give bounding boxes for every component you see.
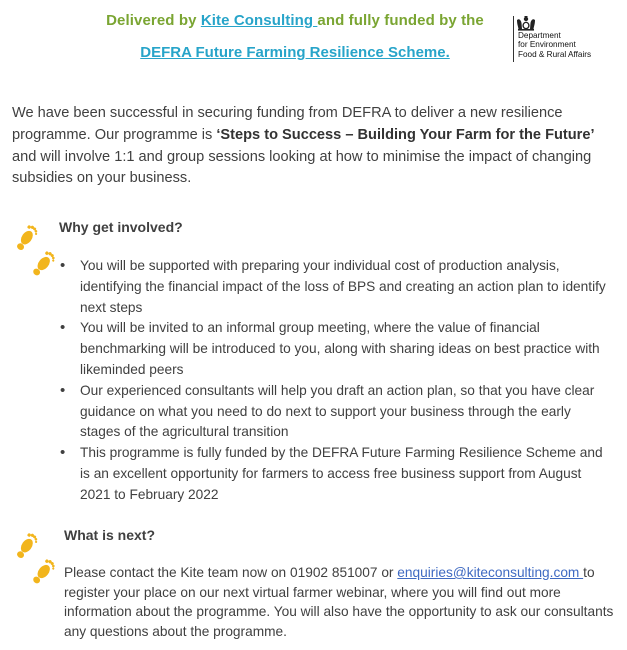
logo-line1: Department	[518, 31, 561, 40]
defra-logo	[513, 16, 613, 64]
header-delivered-by	[0, 12, 590, 29]
footprints-icon	[14, 222, 60, 282]
intro-part2: and will involve 1:1 and group sessions looking at how to minimise the impact of changing subsidies on your business.	[12, 148, 592, 187]
intro-part1: We have been successful in securing funding from DEFRA to deliver a new resilience programme. Our programme is	[12, 105, 563, 143]
email-link[interactable]: enquiries@kiteconsulting.com	[397, 565, 584, 580]
next-text2: to register your place on our next virtual farmer webinar, where you will find out more information about the programme. You will also have the opportunity to ask our consultants any questions about the programme.	[64, 565, 614, 639]
kite-consulting-link[interactable]: Kite Consulting	[200, 12, 318, 29]
intro-paragraph	[12, 103, 612, 190]
next-paragraph	[64, 563, 616, 641]
header-scheme	[0, 44, 590, 61]
why-bullet-list	[60, 256, 612, 506]
header-prefix: Delivered by	[106, 12, 201, 29]
royal-crest-icon	[515, 16, 537, 31]
logo-text	[518, 31, 591, 59]
defra-scheme-link[interactable]: DEFRA Future Farming Resilience Scheme.	[140, 44, 450, 61]
why-title: Why get involved?	[59, 219, 183, 235]
next-text1: Please contact the Kite team now on 01902 851007 or	[64, 565, 398, 580]
logo-rule	[513, 16, 514, 62]
list-item: • You will be supported with preparing your individual cost of production analysis, identifying the financial impact of the loss of BPS and creating an action plan to identify next steps	[60, 256, 612, 318]
programme-name: ‘Steps to Success – Building Your Farm for the Future’	[216, 126, 595, 143]
footprints-icon	[14, 530, 60, 590]
list-item: • You will be invited to an informal group meeting, where the value of financial benchmarking will be introduced to you, along with sharing ideas on best practice with likeminded peers	[60, 318, 612, 380]
logo-line3: Food & Rural Affairs	[518, 49, 592, 59]
header-suffix: and fully funded by the	[317, 12, 484, 29]
list-item: • Our experienced consultants will help you draft an action plan, so that you have clear guidance on what you need to do next to support your business through the early stages of the agricultural transition	[60, 381, 612, 443]
list-item: • This programme is fully funded by the DEFRA Future Farming Resilience Scheme and is an excellent opportunity for farmers to access free business support from August 2021 to February 2022	[60, 443, 612, 505]
next-title: What is next?	[64, 527, 156, 543]
logo-line2: for Environment	[518, 40, 576, 50]
